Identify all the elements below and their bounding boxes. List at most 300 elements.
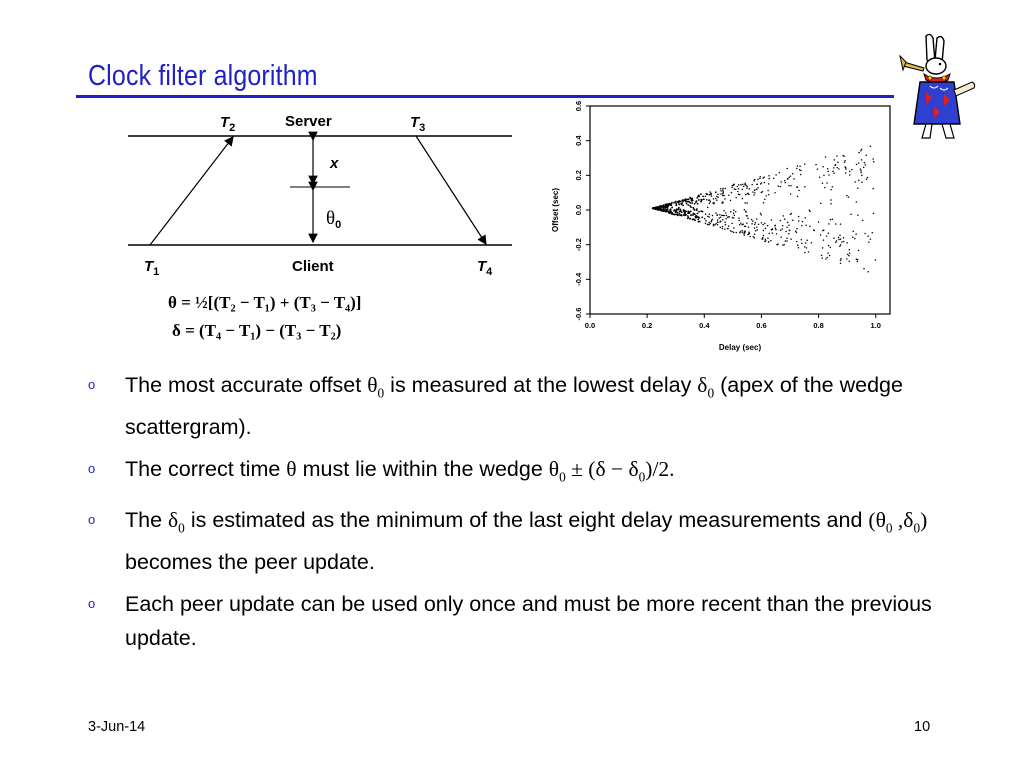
scatter-point <box>719 214 721 216</box>
scatter-point <box>860 170 862 172</box>
scatter-point <box>837 162 839 164</box>
scatter-point <box>730 200 732 202</box>
scatter-point <box>857 187 859 189</box>
scatter-point <box>847 254 849 256</box>
scatter-point <box>843 241 845 243</box>
scatter-point <box>743 186 745 188</box>
scatter-point <box>845 172 847 174</box>
scatter-point <box>713 198 715 200</box>
t4-label: $T_4$ <box>477 258 493 278</box>
scatter-point <box>849 252 851 254</box>
scatter-point <box>790 175 792 177</box>
scatter-point <box>751 184 753 186</box>
scatter-point <box>854 181 856 183</box>
scatter-point <box>720 190 722 192</box>
scatter-point <box>661 206 663 208</box>
scatter-point <box>746 202 748 204</box>
scatter-point <box>678 204 680 206</box>
scatter-point <box>830 247 832 249</box>
scatter-point <box>717 194 719 196</box>
scatter-point <box>672 213 674 215</box>
scatter-point <box>697 216 699 218</box>
scatter-point <box>709 203 711 205</box>
scatter-point <box>780 181 782 183</box>
scatter-point <box>708 224 710 226</box>
scatter-point <box>848 255 850 256</box>
scatter-point <box>840 223 842 225</box>
scatter-point <box>792 173 794 175</box>
scatter-point <box>711 195 713 197</box>
scatter-point <box>835 241 837 243</box>
scatter-point <box>762 177 764 179</box>
scatter-point <box>781 236 783 238</box>
scatter-point <box>733 212 735 214</box>
scatter-point <box>809 226 811 228</box>
scatter-point <box>761 222 763 224</box>
scatter-point <box>740 184 742 186</box>
scatter-point <box>680 200 682 202</box>
scatter-point <box>736 232 738 234</box>
scatter-point <box>830 203 832 205</box>
scatter-point <box>747 218 749 220</box>
scatter-point <box>836 167 838 169</box>
scatter-point <box>780 229 782 231</box>
scatter-point <box>755 230 757 232</box>
scatter-point <box>860 168 862 170</box>
scatter-point <box>673 202 675 204</box>
scatter-point <box>795 230 797 232</box>
bullet-marker: o <box>88 377 96 392</box>
scatter-point <box>866 178 868 180</box>
scatter-point <box>739 232 741 234</box>
scatter-point <box>665 211 667 213</box>
scatter-point <box>834 165 836 167</box>
scatter-point <box>840 244 842 246</box>
scatter-point <box>663 210 665 212</box>
scatter-point <box>730 211 732 213</box>
scatter-point <box>819 176 821 178</box>
scatter-point <box>872 158 874 160</box>
y-tick-label: -0.4 <box>574 272 583 286</box>
scatter-point <box>697 221 699 223</box>
scatter-point <box>696 208 698 210</box>
scatter-point <box>849 260 851 262</box>
scatter-point <box>771 219 773 221</box>
scatter-point <box>703 198 705 200</box>
scatter-point <box>705 213 707 215</box>
scatter-point <box>746 222 748 224</box>
bullet-marker: o <box>88 461 96 477</box>
scatter-point <box>698 211 700 213</box>
scatter-point <box>738 193 740 195</box>
scatter-point <box>745 226 747 228</box>
scatter-point <box>734 188 736 190</box>
scatter-point <box>875 259 877 261</box>
scatter-point <box>671 207 673 209</box>
scatter-point <box>723 210 725 212</box>
scatter-point <box>707 216 709 218</box>
scatter-point <box>870 238 872 240</box>
scatter-point <box>764 182 766 184</box>
scatter-point <box>798 247 800 249</box>
server-label: Server <box>285 113 332 130</box>
scatter-point <box>856 201 858 203</box>
scatter-point <box>715 198 717 200</box>
scatter-point <box>826 257 828 259</box>
scatter-point <box>737 186 739 188</box>
scatter-point <box>786 168 788 170</box>
scatter-point <box>824 187 826 189</box>
scatter-point <box>864 233 866 235</box>
scatter-point <box>857 214 859 216</box>
scatter-point <box>832 218 834 220</box>
scatter-point <box>675 211 677 213</box>
scatter-point <box>712 218 714 220</box>
scatter-point <box>829 255 831 257</box>
scatter-point <box>838 239 840 241</box>
scatter-point <box>806 247 808 249</box>
y-tick-label: -0.2 <box>574 238 583 252</box>
scatter-point <box>694 203 696 205</box>
scatter-point <box>705 193 707 195</box>
scatter-point <box>826 235 828 237</box>
scatter-point <box>670 208 672 210</box>
scatter-point <box>756 226 758 228</box>
scatter-point <box>763 235 765 237</box>
scatter-point <box>720 193 722 195</box>
scatter-point <box>836 155 838 157</box>
scatter-point <box>833 172 835 174</box>
scatter-point <box>800 170 802 172</box>
scatter-point <box>709 191 711 193</box>
scatter-point <box>840 238 842 240</box>
scatter-point <box>705 223 707 225</box>
scatter-point <box>722 189 724 191</box>
scatter-point <box>725 224 727 226</box>
scatter-point <box>725 188 727 190</box>
scatter-point <box>863 268 865 270</box>
scatter-point <box>708 222 710 224</box>
scatter-point <box>746 215 748 217</box>
scatter-point <box>658 206 660 208</box>
scatter-point <box>768 233 770 235</box>
scatter-point <box>744 184 746 186</box>
scatter-point <box>826 182 828 184</box>
scatter-point <box>872 188 874 190</box>
scatter-point <box>686 198 688 200</box>
scatter-point <box>838 168 840 170</box>
scatter-point <box>684 213 686 215</box>
scatter-point <box>735 189 737 191</box>
ntp-timing-diagram <box>120 104 530 344</box>
scatter-point <box>818 221 820 223</box>
scatter-point <box>722 228 724 230</box>
scatter-point <box>739 194 741 196</box>
scatter-point <box>683 214 685 216</box>
scatter-point <box>759 178 761 180</box>
scatter-point <box>688 216 690 218</box>
scatter-point <box>666 205 668 207</box>
scatter-point <box>805 224 807 226</box>
scatter-point <box>765 228 767 230</box>
scatter-point <box>732 185 734 187</box>
scatter-point <box>745 211 747 213</box>
scatter-point <box>792 220 794 222</box>
scatter-point <box>873 213 875 215</box>
scatter-point <box>768 183 770 185</box>
scatter-point <box>717 222 719 224</box>
scatter-point <box>801 225 803 227</box>
bullet-item: o The correct time θ must lie within the wedge $\theta_0 \pm (\delta - \delta_0)/2$. <box>88 452 948 494</box>
scatter-point <box>712 215 714 217</box>
scatter-point <box>820 203 822 205</box>
scatter-point <box>694 213 696 215</box>
scatter-point <box>817 168 819 170</box>
scatter-point <box>788 233 790 235</box>
scatter-point <box>868 241 870 243</box>
scatter-point <box>786 226 788 228</box>
scatter-point <box>735 197 737 199</box>
scatter-point <box>690 214 692 216</box>
scatter-point <box>755 222 757 224</box>
scatter-point <box>860 150 862 152</box>
scatter-point <box>710 192 712 194</box>
scatter-point <box>788 185 790 187</box>
scatter-point <box>825 258 827 260</box>
scatter-point <box>782 225 784 227</box>
scatter-point <box>823 229 825 231</box>
y-tick-label: -0.6 <box>574 307 583 321</box>
scatter-point <box>678 200 680 202</box>
scatter-point <box>850 213 852 215</box>
scatter-point <box>735 211 737 213</box>
scatter-point <box>861 182 863 184</box>
scatter-point <box>760 183 762 185</box>
scatter-point <box>756 184 758 186</box>
scatter-point <box>858 180 860 182</box>
scatter-point <box>764 198 766 200</box>
scatter-point <box>772 229 774 231</box>
scatter-point <box>675 204 677 206</box>
scatter-point <box>742 184 744 186</box>
slide-title: Clock filter algorithm <box>88 60 318 92</box>
scatter-point <box>858 152 860 154</box>
scatter-point <box>738 184 740 186</box>
scatter-point <box>832 170 834 172</box>
scatter-point <box>760 176 762 178</box>
scatter-point <box>780 220 782 222</box>
scatter-point <box>846 195 848 197</box>
scatter-point <box>828 245 830 247</box>
scatter-point <box>684 199 686 201</box>
scatter-point <box>748 226 750 228</box>
scatter-point <box>707 224 709 226</box>
scatter-point <box>827 252 829 254</box>
scatter-point <box>851 169 853 171</box>
scatter-point <box>799 169 801 171</box>
scatter-point <box>864 162 866 164</box>
scatter-point <box>741 230 743 232</box>
scatter-point <box>853 231 855 233</box>
scatter-point <box>825 156 827 158</box>
scatter-point <box>686 203 688 205</box>
scatter-point <box>686 211 688 213</box>
page-number: 10 <box>914 719 931 735</box>
scatter-point <box>813 230 815 232</box>
scatter-point <box>728 195 730 197</box>
scatter-point <box>708 216 710 218</box>
scatter-point <box>725 218 727 220</box>
delay-equation: δ = (T₄ − T₁) − (T₃ − T₂) <box>172 321 342 340</box>
scatter-point <box>763 230 765 232</box>
scatter-point <box>687 204 689 206</box>
scatter-point <box>702 196 704 198</box>
scatter-point <box>691 200 693 202</box>
scatter-point <box>737 191 739 193</box>
scatter-point <box>852 236 854 238</box>
scatter-point <box>790 193 792 195</box>
scatter-point <box>767 190 769 192</box>
scatter-point <box>776 244 778 246</box>
scatter-point <box>709 201 711 203</box>
scatter-point <box>804 252 806 254</box>
scatter-point <box>709 214 711 216</box>
scatter-point <box>796 241 798 243</box>
scatter-point <box>733 209 735 211</box>
scatter-point <box>873 161 875 163</box>
scatter-point <box>692 218 694 220</box>
scatter-point <box>762 224 764 226</box>
scatter-point <box>855 233 857 235</box>
scatter-point <box>756 188 758 190</box>
scatter-point <box>725 212 727 214</box>
scatter-point <box>848 196 850 198</box>
scatter-point <box>692 214 694 216</box>
scatter-point <box>815 164 817 166</box>
scatter-point <box>715 212 717 214</box>
scatter-point <box>775 174 777 176</box>
scatter-point <box>841 241 843 243</box>
scatter-point <box>701 217 703 219</box>
scatter-point <box>754 179 756 181</box>
scatter-point <box>822 247 824 249</box>
scatter-point <box>724 228 726 230</box>
scatter-point <box>724 198 726 200</box>
scatter-point <box>838 237 840 239</box>
scatter-point <box>695 201 697 203</box>
footer-date: 3-Jun-14 <box>88 719 146 735</box>
scatter-point <box>751 219 753 221</box>
scatter-point <box>788 177 790 179</box>
scatter-point <box>746 186 748 188</box>
scatter-point <box>698 196 700 198</box>
scatter-point <box>861 175 863 177</box>
scatter-point <box>709 194 711 196</box>
scatter-point <box>867 235 869 237</box>
scatter-point <box>836 240 838 242</box>
scatter-point <box>840 262 842 264</box>
x-tick-label: 0.2 <box>641 321 653 330</box>
x-tick-label: 0.6 <box>756 321 767 330</box>
scatter-point <box>775 227 777 229</box>
scatter-point <box>684 210 686 212</box>
scatter-point <box>833 237 835 239</box>
scatter-point <box>797 196 799 198</box>
scatter-point <box>821 255 823 257</box>
scatter-point <box>679 211 681 213</box>
x-label: x <box>330 155 339 172</box>
scatter-point <box>835 223 837 225</box>
bullet-marker: o <box>88 511 96 527</box>
scatter-point <box>719 217 721 219</box>
scatter-point <box>774 225 776 227</box>
client-label: Client <box>292 258 334 275</box>
scatter-point <box>776 233 778 235</box>
scatter-point <box>823 175 825 177</box>
scatter-point <box>828 223 830 225</box>
scatter-point <box>655 207 657 209</box>
scatter-point <box>738 217 740 219</box>
scatter-point <box>789 230 791 232</box>
scatter-point <box>774 192 776 194</box>
scatter-point <box>722 219 724 221</box>
scatter-point <box>702 211 704 213</box>
scatter-point <box>844 160 846 162</box>
scatter-point <box>731 223 733 225</box>
scatter-point <box>827 168 829 170</box>
scatter-point <box>749 236 751 238</box>
scatter-point <box>872 232 874 234</box>
scatter-point <box>796 228 798 230</box>
bullet-marker: o <box>88 595 96 611</box>
scatter-point <box>834 159 836 161</box>
scatter-point <box>742 198 744 200</box>
scatter-point <box>763 202 765 204</box>
scatter-point <box>707 194 709 196</box>
scatter-point <box>809 210 811 212</box>
scatter-point <box>788 225 790 227</box>
scatter-point <box>689 218 691 220</box>
scatter-point <box>801 239 803 241</box>
scatter-point <box>828 232 830 234</box>
scatter-point <box>784 180 786 182</box>
scatter-point <box>713 203 715 205</box>
scatter-point <box>796 168 798 170</box>
scatter-point <box>768 241 770 243</box>
scatter-point <box>797 165 799 167</box>
scatter-point <box>754 224 756 226</box>
scatter-point <box>689 205 691 207</box>
scatter-point <box>845 167 847 169</box>
scatter-point <box>731 187 733 189</box>
scatter-point <box>802 221 804 223</box>
scatter-point <box>865 164 867 166</box>
scatter-point <box>861 159 863 161</box>
scatter-point <box>660 209 662 211</box>
x-tick-label: 0.8 <box>813 321 824 330</box>
scatter-point <box>692 207 694 209</box>
scatter-point <box>764 223 766 225</box>
scatter-point <box>800 174 802 176</box>
scatter-point <box>667 208 669 210</box>
scatter-point <box>674 209 676 211</box>
scatter-point <box>762 237 764 239</box>
scatter-point <box>716 199 718 201</box>
scatter-point <box>828 174 830 176</box>
scatter-point <box>746 187 748 189</box>
scatter-point <box>680 203 682 205</box>
scatter-point <box>752 191 754 193</box>
